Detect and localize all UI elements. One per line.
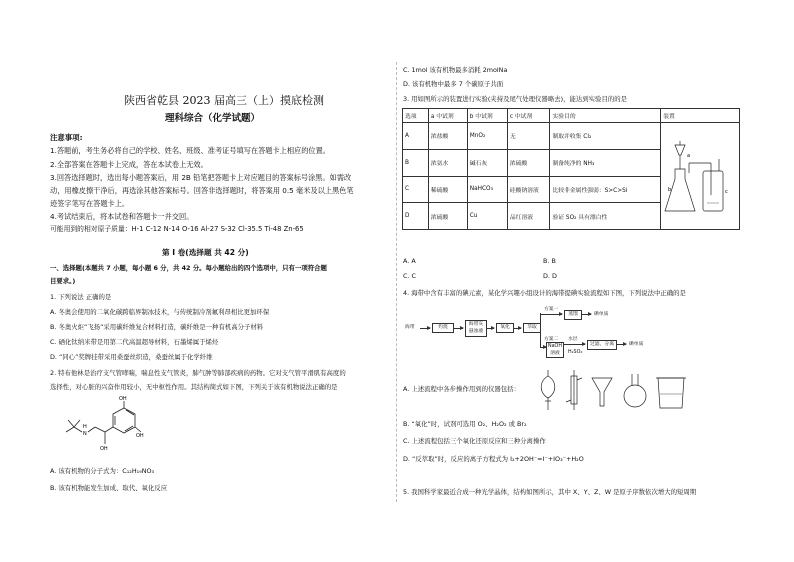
q2-option-d: D. 该有机物中最多 7 个碳原子共面 bbox=[403, 80, 504, 88]
q3-option-d: D. D bbox=[543, 272, 557, 280]
notice-item: 动，用橡皮擦干净后，再选涂其他答案标号。回答非选择题时，将答案用 0.5 毫米及以上黑色笔 bbox=[50, 186, 354, 195]
exam-title: 陕西省乾县 2023 届高三（上）摸底检测 bbox=[124, 94, 324, 107]
flow-step-filter: 过滤，分离 bbox=[587, 340, 617, 350]
q2-option-b: B. 该有机物能发生加成、取代、氧化反应 bbox=[50, 484, 168, 492]
q1-stem: 1. 下列说法 正确的是 bbox=[50, 293, 112, 301]
q1-option-a: A. 冬奥会使用的二氧化碳跨临界制冰技术，与传统制冷剂氟利昂相比更加环保 bbox=[50, 308, 270, 316]
flow-branch-line bbox=[540, 313, 541, 347]
flow-arrow bbox=[513, 328, 521, 329]
table-cell: 比较非金属性强弱：S>C>Si bbox=[550, 176, 661, 203]
part1-title: 第 I 卷(选择题 共 42 分) bbox=[162, 248, 249, 257]
flow-branch-top-method: 方案一 bbox=[544, 307, 559, 312]
flow-arrow bbox=[453, 328, 463, 329]
flow-arrow bbox=[420, 328, 430, 329]
table-cell: C bbox=[403, 176, 429, 203]
table-cell: 硅酸钠溶液 bbox=[507, 176, 550, 203]
table-row bbox=[403, 123, 740, 150]
table-cell: MnO₂ bbox=[467, 123, 507, 150]
table-cell: 浓氨水 bbox=[428, 149, 467, 176]
flow-step-extract: 萃取 bbox=[523, 323, 541, 333]
flow-bottom-product: 碘单质 bbox=[629, 342, 644, 347]
column-divider bbox=[396, 62, 397, 502]
q4-option-d: D. “反萃取”时，反应的离子方程式为 I₂+2OH⁻=I⁻+IO₃⁻+H₂O bbox=[403, 455, 584, 463]
flow-arrow bbox=[563, 344, 585, 345]
part1-instruction: 目要求。) bbox=[50, 277, 76, 285]
q3-option-c: C. C bbox=[403, 272, 416, 280]
q2-stem: 选择性，对心脏的兴奋作用较小，无中枢性作用。其结构简式如下图，下列关于该有机物说法正确的是 bbox=[50, 383, 338, 391]
flow-step-burn: 灼烧 bbox=[432, 323, 454, 333]
notice-item: 3.回答选择题时，选出每小题答案后，用 2B 铅笔把答题卡上对应题目的答案标号涂黑。如需改 bbox=[50, 173, 352, 182]
notice-item: 1.答题前，考生务必将自己的学校、姓名、班级、准考证号填写在答题卡上相应的位置。 bbox=[50, 146, 330, 155]
q3-option-a: A. A bbox=[403, 257, 416, 265]
atom-label: OH bbox=[136, 433, 144, 439]
flow-start: 海带 bbox=[405, 325, 415, 330]
atom-label: OH bbox=[119, 396, 127, 402]
table-header-cell: 装置 bbox=[661, 109, 740, 123]
q4-option-c: C. 上述流程包括三个氧化还原反应和三种分离操作 bbox=[403, 437, 546, 445]
flow-h2so4-label: H₂SO₄ bbox=[568, 350, 583, 355]
right-column bbox=[398, 0, 794, 562]
table-cell: 验证 SO₂ 具有漂白性 bbox=[550, 203, 661, 230]
funnel-icon bbox=[592, 378, 612, 406]
condenser-icon bbox=[566, 370, 582, 410]
q3-table bbox=[402, 108, 740, 230]
q4-stem: 4. 海带中含有丰富的碘元素，某化学兴趣小组设计的海带提碘实验流程如下图，下列说法中正确的是 bbox=[403, 289, 686, 297]
q2-option-a: A. 该有机物的分子式为：C₁₂H₁₉NO₃ bbox=[50, 467, 155, 475]
apparatus-cell bbox=[661, 123, 740, 230]
table-cell: 制备纯净的 NH₃ bbox=[550, 149, 661, 176]
q2-option-c: C. 1mol 该有机物最多消耗 2molNa bbox=[403, 66, 508, 74]
q1-option-b: B. 冬奥火炬“飞扬”采用碳纤维复合材料打造，碳纤维是一种有机高分子材料 bbox=[50, 323, 264, 331]
notice-item: 迹签字笔写在答题卡上。 bbox=[50, 199, 130, 208]
flow-arrow bbox=[486, 328, 494, 329]
flow-step-distill: 蒸馏 bbox=[564, 310, 582, 320]
q4-option-b: B. “氧化”时，试剂可选用 O₂、H₂O₂ 或 Br₂ bbox=[403, 420, 527, 428]
table-header-row bbox=[403, 109, 740, 123]
table-cell: NaHCO₃ bbox=[467, 176, 507, 203]
flow-step-naoh: NaOH 溶液 bbox=[546, 342, 564, 358]
q4-option-a: A. 上述流程中各步操作用到的仪器包括： bbox=[403, 385, 520, 393]
table-cell: Cu bbox=[467, 203, 507, 230]
table-header-cell: 实验目的 bbox=[550, 109, 661, 123]
q1-option-c: C. 硒化钛纳米带是用第二代高温超导材料，石墨烯属于烯烃 bbox=[50, 338, 219, 346]
table-cell: 稀硫酸 bbox=[428, 176, 467, 203]
q2-stem: 2. 特布他林是治疗支气管哮喘，喘息性支气管炎，肺气肿等肺部疾病的药物。它对支气管平滑肌有高度的 bbox=[50, 369, 346, 377]
atom-label: OH bbox=[100, 446, 108, 452]
table-cell: D bbox=[403, 203, 429, 230]
apparatus-label: b bbox=[668, 187, 672, 193]
table-header-cell: 选项 bbox=[403, 109, 429, 123]
apparatus-label: a bbox=[687, 153, 691, 159]
flask-icon bbox=[624, 374, 646, 407]
table-cell: 浓硫酸 bbox=[507, 149, 550, 176]
table-cell: 制取并收集 Cl₂ bbox=[550, 123, 661, 150]
atom-label: N bbox=[83, 431, 87, 437]
flow-step-oxidize: 氧化 bbox=[496, 323, 514, 333]
left-column bbox=[0, 0, 396, 562]
flow-step-suspension: 海带灰 悬浊液 bbox=[465, 320, 487, 337]
crucible-icon bbox=[656, 378, 686, 408]
table-cell: B bbox=[403, 149, 429, 176]
notice-item: 2.全部答案在答题卡上完成，答在本试卷上无效。 bbox=[50, 160, 208, 169]
flow-aqueous-label: 水层 bbox=[568, 337, 578, 342]
flow-arrow bbox=[540, 314, 562, 315]
table-cell: 浓硫酸 bbox=[428, 203, 467, 230]
q1-option-d: D. “同心”奖牌挂带采用桑蚕丝织造，桑蚕丝属于化学纤维 bbox=[50, 353, 213, 361]
apparatus-diagram bbox=[661, 123, 735, 227]
table-header-cell: c 中试剂 bbox=[507, 109, 550, 123]
table-cell: 浓盐酸 bbox=[428, 123, 467, 150]
q3-stem: 3. 用如图所示的装置进行实验(夹持及尾气处理仪器略去)，能达到实验目的的是 bbox=[403, 95, 628, 103]
table-cell: 品红溶液 bbox=[507, 203, 550, 230]
notice-item: 4.考试结束后，将本试卷和答题卡一并交回。 bbox=[50, 212, 194, 221]
table-header-cell: a 中试剂 bbox=[428, 109, 467, 123]
table-cell: 无 bbox=[507, 123, 550, 150]
notice-heading: 注意事项: bbox=[50, 133, 83, 142]
flow-branch-bot-method: 方案二 bbox=[544, 337, 559, 342]
atomic-masses: 可能用到的相对原子质量：H-1 C-12 N-14 O-16 Al-27 S-32 Cl-35.5 Ti-48 Zn-65 bbox=[50, 225, 304, 233]
apparatus-label: c bbox=[725, 189, 728, 195]
flow-arrow bbox=[616, 344, 626, 345]
part1-instruction: 一、选择题(本题共 7 小题，每小题 6 分，共 42 分。每小题给出的四个选项中，只有一项符合题 bbox=[50, 264, 327, 272]
table-cell: 碱石灰 bbox=[467, 149, 507, 176]
glassware-row bbox=[536, 368, 696, 412]
q5-stem: 5. 我国科学家最近合成一种光学晶体，结构如图所示，其中 X、Y、Z、W 是原子序数依次增大的短周期 bbox=[403, 488, 697, 496]
table-cell: A bbox=[403, 123, 429, 150]
flow-top-product: 碘单质 bbox=[594, 312, 609, 317]
q3-option-b: B. B bbox=[543, 257, 556, 265]
separatory-funnel-icon bbox=[541, 370, 555, 410]
flow-arrow bbox=[581, 314, 591, 315]
table-header-cell: b 中试剂 bbox=[467, 109, 507, 123]
exam-subtitle: 理科综合（化学试题） bbox=[165, 113, 261, 124]
terbutaline-structure bbox=[48, 392, 148, 458]
atom-label: H bbox=[83, 424, 87, 430]
